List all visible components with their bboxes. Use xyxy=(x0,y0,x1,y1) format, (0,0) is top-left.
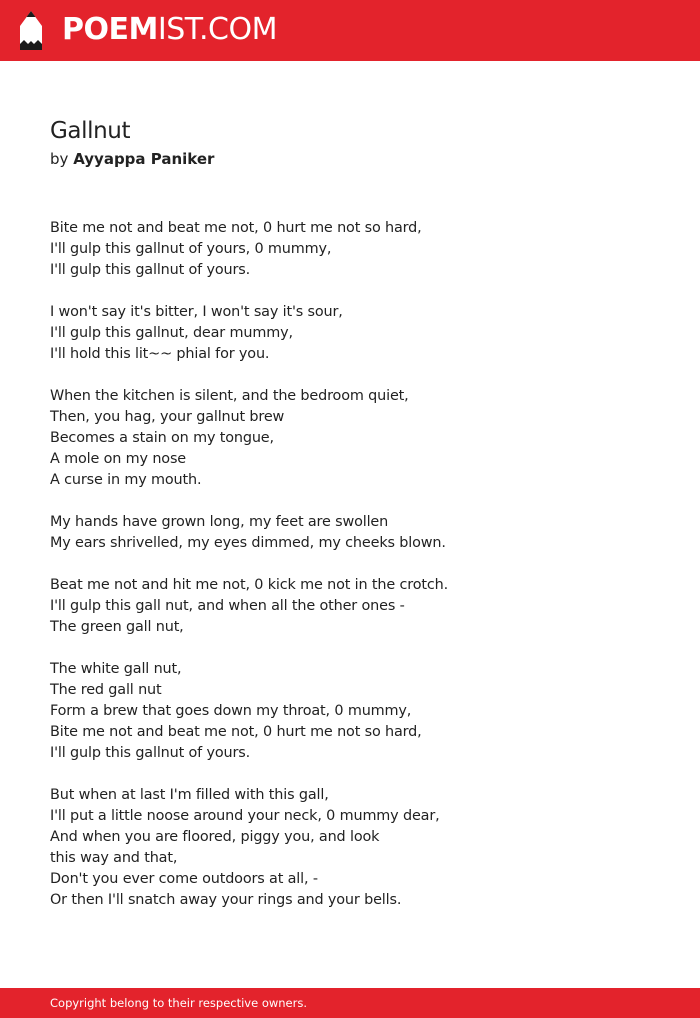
stanza-break xyxy=(50,365,448,386)
poem-line: I'll hold this lit~~ phial for you. xyxy=(50,346,270,362)
poem-line: My ears shrivelled, my eyes dimmed, my cheeks blown. xyxy=(50,535,446,551)
poem-line: Form a brew that goes down my throat, 0 mummy, xyxy=(50,703,412,719)
stanza-break xyxy=(50,638,448,659)
poem-line: I'll put a little noose around your neck, 0 mummy dear, xyxy=(50,808,440,824)
stanza-break xyxy=(50,281,448,302)
poem-line: I won't say it's bitter, I won't say it's sour, xyxy=(50,304,343,320)
poem-line: Or then I'll snatch away your rings and your bells. xyxy=(50,892,402,908)
poem-line: Bite me not and beat me not, 0 hurt me not so hard, xyxy=(50,724,422,740)
poem-line: Beat me not and hit me not, 0 kick me not in the crotch. xyxy=(50,577,449,593)
poem-line: Then, you hag, your gallnut brew xyxy=(50,409,285,425)
stanza-break xyxy=(50,554,448,575)
poem-line: I'll gulp this gallnut of yours, 0 mummy, xyxy=(50,241,332,257)
byline-prefix: by xyxy=(50,150,69,168)
poem-line: I'll gulp this gallnut of yours. xyxy=(50,745,251,761)
stanza-break xyxy=(50,491,448,512)
poem-line: A mole on my nose xyxy=(50,451,187,467)
poem-line: I'll gulp this gallnut, dear mummy, xyxy=(50,325,293,341)
byline xyxy=(50,149,214,169)
poem-line: I'll gulp this gall nut, and when all the other ones - xyxy=(50,598,405,614)
site-header xyxy=(0,0,700,61)
poem-line: A curse in my mouth. xyxy=(50,472,202,488)
poem-line: I'll gulp this gallnut of yours. xyxy=(50,262,251,278)
poem-author: Ayyappa Paniker xyxy=(73,150,215,168)
poem-line: My hands have grown long, my feet are swollen xyxy=(50,514,389,530)
stanza-break xyxy=(50,764,448,785)
poem-body xyxy=(50,218,448,911)
poem-line: And when you are floored, piggy you, and look xyxy=(50,829,380,845)
poem-line: But when at last I'm filled with this gall, xyxy=(50,787,329,803)
logo-text-light: IST.COM xyxy=(157,12,277,47)
copyright-text: Copyright belong to their respective owners. xyxy=(50,996,308,1010)
pencil-icon[interactable] xyxy=(18,10,44,52)
poem-line: this way and that, xyxy=(50,850,178,866)
logo-text-bold: POEM xyxy=(62,12,158,47)
poem-line: Becomes a stain on my tongue, xyxy=(50,430,274,446)
poem-line: Don't you ever come outdoors at all, - xyxy=(50,871,318,887)
poem-line: The red gall nut xyxy=(50,682,162,698)
site-footer xyxy=(0,988,700,1018)
poem-line: The white gall nut, xyxy=(50,661,182,677)
site-logo[interactable] xyxy=(62,12,277,48)
poem-line: The green gall nut, xyxy=(50,619,184,635)
poem-line: Bite me not and beat me not, 0 hurt me not so hard, xyxy=(50,220,422,236)
poem-line: When the kitchen is silent, and the bedroom quiet, xyxy=(50,388,409,404)
poem-title: Gallnut xyxy=(50,118,131,144)
